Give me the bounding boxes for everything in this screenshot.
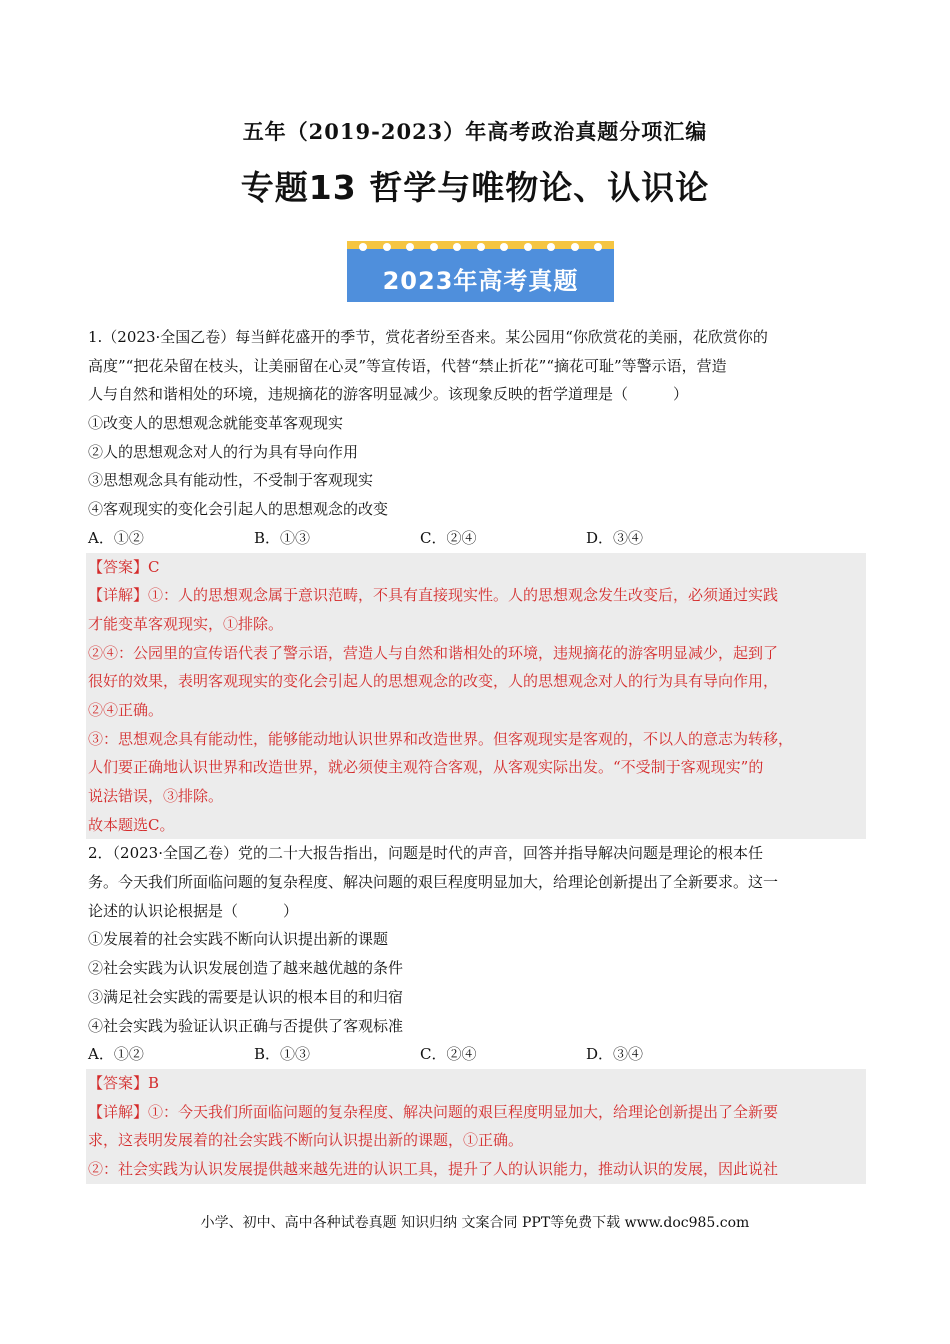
q1-item: ③思想观念具有能动性，不受制于客观现实 [88,471,374,490]
q2-option-b: B．①③ [254,1045,311,1064]
q1-answer-line: 人们要正确地认识世界和改造世界，就必须使主观符合客观，从客观实际出发。“不受制于客观现实”的 [88,758,764,777]
q2-item: ②社会实践为认识发展创造了越来越优越的条件 [88,959,404,978]
q1-options [88,524,864,553]
q1-item: ①改变人的思想观念就能变革客观现实 [88,414,344,433]
banner-label: 2023年高考真题 [382,267,579,295]
q2-answer-line: 【详解】①：今天我们所面临问题的复杂程度、解决问题的艰巨程度明显加大，给理论创新提出了全新要 [88,1102,779,1121]
q1-answer-line: 很好的效果，表明客观现实的变化会引起人的思想观念的改变，人的思想观念对人的行为具有导向作用， [88,672,779,691]
q1-answer-line: 才能变革客观现实，①排除。 [88,614,284,633]
question-1 [88,323,864,1184]
q1-answer-line: ②④正确。 [88,700,164,719]
q1-stem-line: 1.（2023·全国乙卷）每当鲜花盛开的季节，赏花者纷至沓来。某公园用“你欣赏花的美丽，花欣赏你的 [88,328,768,346]
q1-answer-line: ③：思想观念具有能动性，能够能动地认识世界和改造世界。但客观现实是客观的，不以人的意志为转移， [88,729,794,748]
banner-dots [359,243,602,253]
q1-option-a: A．①② [88,528,144,547]
q1-item: ②人的思想观念对人的行为具有导向作用 [88,442,359,461]
q2-option-c: C．②④ [420,1045,477,1064]
q2-answer-line: 求，这表明发展着的社会实践不断向认识提出新的课题，①正确。 [88,1131,524,1150]
q1-option-c: C．②④ [420,528,477,547]
q1-answer-block [86,553,866,840]
q1-stem-line: 高度”“把花朵留在枝头，让美丽留在心灵”等宣传语，代替“禁止折花”“摘花可耻”等警示语，营造 [88,356,727,375]
q2-options [88,1040,864,1069]
year-banner [347,241,614,302]
q2-answer-line: 【答案】B [88,1073,160,1092]
series-subtitle: 五年（2019-2023）年高考政治真题分项汇编 [242,119,708,144]
q1-option-d: D．③④ [586,528,644,547]
q1-answer-line: 【答案】C [88,557,160,576]
q1-answer-line: ②④：公园里的宣传语代表了警示语，营造人与自然和谐相处的环境，违规摘花的游客明显减少，起到了 [88,643,779,662]
q2-option-a: A．①② [88,1045,144,1064]
q2-stem-line: 2．（2023·全国乙卷）党的二十大报告指出，问题是时代的声音，回答并指导解决问题是理论的根本任 [88,844,763,863]
q2-answer-line: ②：社会实践为认识发展提供越来越先进的认识工具，提升了人的认识能力，推动认识的发展，因此说社 [88,1159,779,1178]
q2-stem-line: 务。今天我们所面临问题的复杂程度、解决问题的艰巨程度明显加大，给理论创新提出了全新要求。这一 [88,873,779,892]
q2-option-d: D．③④ [586,1045,644,1064]
topic-title: 专题13 哲学与唯物论、认识论 [240,168,710,207]
q1-item: ④客观现实的变化会引起人的思想观念的改变 [88,500,389,519]
q1-option-b: B．①③ [254,528,311,547]
q2-answer-block [86,1069,866,1184]
q2-item: ③满足社会实践的需要是认识的根本目的和归宿 [88,987,404,1006]
q1-answer-line: 【详解】①：人的思想观念属于意识范畴，不具有直接现实性。人的思想观念发生改变后，必须通过实践 [88,586,779,605]
q2-item: ④社会实践为验证认识正确与否提供了客观标准 [88,1016,404,1035]
q1-answer-line: 故本题选C。 [88,815,175,834]
q1-answer-line: 说法错误，③排除。 [88,787,224,805]
q2-item: ①发展着的社会实践不断向认识提出新的课题 [88,930,389,949]
page-footer: 小学、初中、高中各种试卷真题 知识归纳 文案合同 PPT等免费下载 www.doc985.com [200,1215,750,1231]
q1-stem-line: 人与自然和谐相处的环境，违规摘花的游客明显减少。该现象反映的哲学道理是（ ） [88,385,689,404]
q2-stem-line: 论述的认识论根据是（ ） [88,901,299,920]
